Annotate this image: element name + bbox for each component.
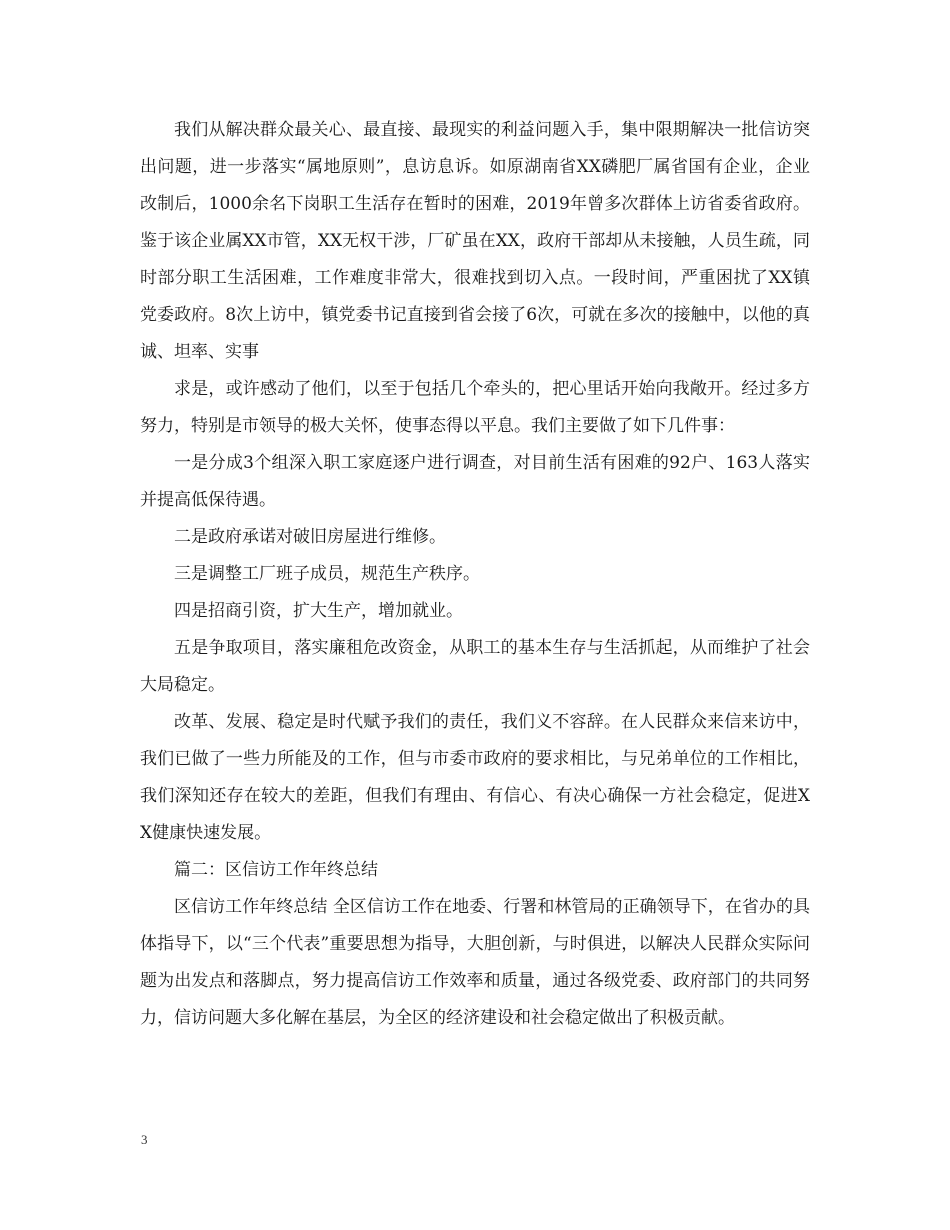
paragraph-4: 二是政府承诺对破旧房屋进行维修。: [174, 527, 446, 547]
paragraph-7: 五是争取项目，落实廉租危改资金，从职工的基本生存与生活抓起，从而维护了社会大局稳定。: [140, 638, 810, 695]
paragraph-8: 改革、发展、稳定是时代赋予我们的责任，我们义不容辞。在人民群众来信来访中，我们已做了一些力所能及的工作，但与市委市政府的要求相比，与兄弟单位的工作相比，我们深知还存在较大的差距，但我们有理由、有信心、有决心确保一方社会稳定，促进XX健康快速发展。: [140, 712, 810, 843]
paragraph-3: 一是分成3个组深入职工家庭逐户进行调查，对目前生活有困难的92户、163人落实并提高低保待遇。: [140, 453, 810, 510]
paragraph-1: 我们从解决群众最关心、最直接、最现实的利益问题入手，集中限期解决一批信访突出问题，进一步落实“属地原则”，息访息诉。如原湖南省XX磷肥厂属省国有企业，企业改制后，1000余名下岗职工生活存在暂时的困难，2019年曾多次群体上访省委省政府。鉴于该企业属XX市管，XX无权干涉，厂矿虽在XX，政府干部却从未接触，人员生疏，同时部分职工生活困难，工作难度非常大，很难找到切入点。一段时间，严重困扰了XX镇党委政府。8次上访中，镇党委书记直接到省会接了6次，可就在多次的接触中，以他的真诚、坦率、实事: [140, 120, 810, 362]
paragraph-2: 求是，或许感动了他们，以至于包括几个牵头的，把心里话开始向我敞开。经过多方努力，特别是市领导的极大关怀，使事态得以平息。我们主要做了如下几件事：: [140, 379, 810, 436]
page-number: 3: [141, 1132, 148, 1147]
paragraph-6: 四是招商引资，扩大生产，增加就业。: [174, 601, 463, 621]
document-body: [140, 112, 810, 1037]
section-heading: 篇二：区信访工作年终总结: [174, 860, 378, 880]
paragraph-10: 区信访工作年终总结 全区信访工作在地委、行署和林管局的正确领导下，在省办的具体指导下，以“三个代表”重要思想为指导，大胆创新，与时俱进，以解决人民群众实际问题为出发点和落脚点，努力提高信访工作效率和质量，通过各级党委、政府部门的共同努力，信访问题大多化解在基层，为全区的经济建设和社会稳定做出了积极贡献。: [140, 897, 810, 1028]
paragraph-5: 三是调整工厂班子成员，规范生产秩序。: [174, 564, 480, 584]
